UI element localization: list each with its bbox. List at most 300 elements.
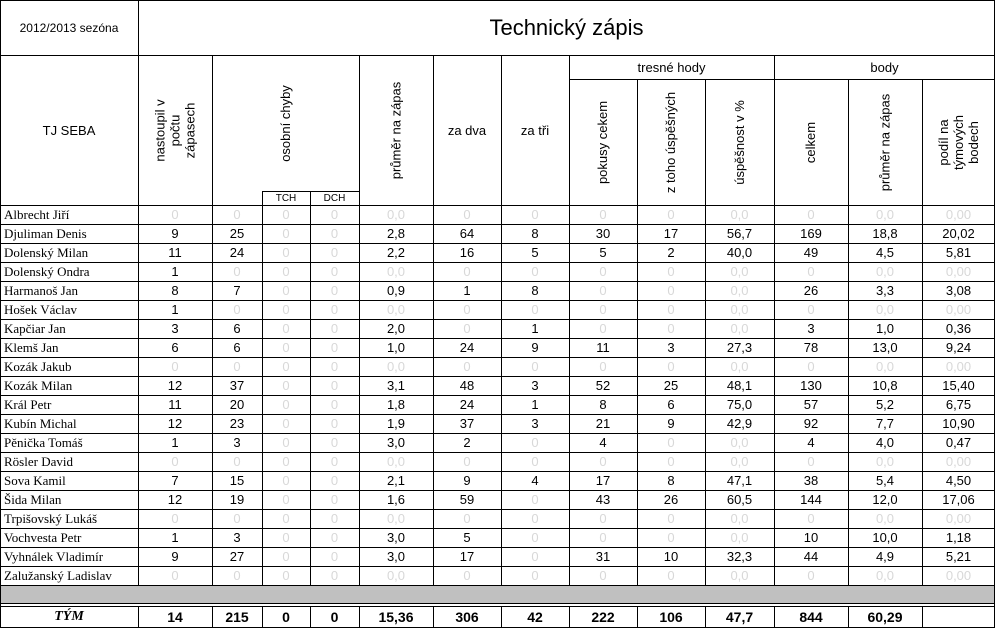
grid-vline xyxy=(310,606,311,628)
stat-cell: 1,9 xyxy=(386,416,406,431)
header-podil: podíl na týmových bodech xyxy=(936,114,981,170)
stat-cell: 0 xyxy=(667,283,675,298)
grid-vline xyxy=(0,0,1,628)
stat-cell: 0,00 xyxy=(945,264,972,279)
grid-vline xyxy=(138,606,139,628)
stat-cell: 32,3 xyxy=(726,549,753,564)
stat-cell: 0 xyxy=(233,207,241,222)
stat-cell: 0 xyxy=(463,302,471,317)
stat-cell: 0 xyxy=(282,473,290,488)
stat-cell: 0 xyxy=(330,416,339,431)
grid-vline xyxy=(774,606,775,628)
stat-cell: 6,75 xyxy=(945,397,972,412)
stat-cell: 2,1 xyxy=(386,473,406,488)
stat-cell: 5,2 xyxy=(875,397,895,412)
stat-cell: 0 xyxy=(599,302,607,317)
stat-cell: 0 xyxy=(807,207,815,222)
stat-cell: 0 xyxy=(282,511,290,526)
stat-cell: 3 xyxy=(233,530,241,545)
stat-cell: 78 xyxy=(803,340,819,355)
stat-cell: 0 xyxy=(599,568,607,583)
stat-cell: 0 xyxy=(171,511,179,526)
grid-hline xyxy=(0,319,995,320)
grid-vline xyxy=(705,79,706,586)
stat-cell: 8 xyxy=(667,473,675,488)
stat-cell: 0 xyxy=(667,302,675,317)
stat-cell: 1 xyxy=(531,321,539,336)
total-cell: 306 xyxy=(455,609,479,625)
total-cell: 0 xyxy=(282,609,290,625)
stat-cell: 0 xyxy=(599,454,607,469)
grid-vline xyxy=(310,191,311,586)
stat-cell: 3,0 xyxy=(386,530,406,545)
stat-cell: 48,1 xyxy=(726,378,753,393)
stat-cell: 0 xyxy=(599,283,607,298)
header-tch: TCH xyxy=(275,192,297,204)
player-name: Klemš Jan xyxy=(4,339,59,355)
grid-vline xyxy=(501,55,502,586)
grid-hline xyxy=(0,281,995,282)
stat-cell: 8 xyxy=(171,283,179,298)
stat-cell: 8 xyxy=(531,283,539,298)
stat-cell: 3,3 xyxy=(875,283,895,298)
stat-cell: 6 xyxy=(171,340,179,355)
stat-cell: 0,0 xyxy=(386,264,406,279)
grid-hline xyxy=(0,224,995,225)
stat-cell: 4,9 xyxy=(875,549,895,564)
stat-cell: 10 xyxy=(803,530,819,545)
player-name: Zalužanský Ladislav xyxy=(4,567,112,583)
stat-cell: 44 xyxy=(803,549,819,564)
stat-cell: 1 xyxy=(463,283,471,298)
stat-cell: 3,08 xyxy=(945,283,972,298)
grid-hline xyxy=(0,433,995,434)
stat-cell: 5,4 xyxy=(875,473,895,488)
stat-cell: 0 xyxy=(330,340,339,355)
stat-cell: 4 xyxy=(531,473,539,488)
grid-vline xyxy=(433,606,434,628)
grid-hline xyxy=(0,490,995,491)
grid-hline xyxy=(0,566,995,567)
stat-cell: 0,0 xyxy=(386,568,406,583)
stat-cell: 9 xyxy=(171,226,179,241)
grid-vline xyxy=(569,606,570,628)
grid-hline xyxy=(0,338,995,339)
stat-cell: 0 xyxy=(282,359,290,374)
stat-cell: 17,06 xyxy=(942,492,975,507)
stat-cell: 0,0 xyxy=(730,302,749,317)
stat-cell: 169 xyxy=(800,226,822,241)
stat-cell: 0,0 xyxy=(730,435,749,450)
grid-hline xyxy=(0,357,995,358)
grid-vline xyxy=(212,55,213,586)
grid-hline xyxy=(0,547,995,548)
grid-hline xyxy=(0,452,995,453)
stat-cell: 0 xyxy=(463,321,471,336)
grid-hline xyxy=(0,55,995,56)
grid-vline xyxy=(138,0,139,586)
grid-hline xyxy=(0,471,995,472)
stat-cell: 0 xyxy=(282,226,290,241)
player-name: Rösler David xyxy=(4,453,73,469)
stat-cell: 0,0 xyxy=(875,511,895,526)
total-cell: 0 xyxy=(330,609,339,625)
stat-cell: 25 xyxy=(663,378,679,393)
stat-cell: 0 xyxy=(330,397,339,412)
stat-cell: 56,7 xyxy=(726,226,753,241)
stat-cell: 13,0 xyxy=(872,340,898,355)
stat-cell: 0 xyxy=(807,454,815,469)
stat-cell: 0 xyxy=(233,511,241,526)
stat-cell: 0,0 xyxy=(875,207,895,222)
grid-hline xyxy=(0,243,995,244)
stat-cell: 0 xyxy=(282,378,290,393)
grid-vline xyxy=(501,606,502,628)
stat-cell: 24 xyxy=(459,340,475,355)
stat-cell: 4 xyxy=(807,435,815,450)
stat-cell: 0,00 xyxy=(945,511,972,526)
stat-cell: 10,0 xyxy=(872,530,898,545)
grid-hline xyxy=(0,603,995,604)
stat-cell: 0,0 xyxy=(730,207,749,222)
stat-cell: 1 xyxy=(171,530,179,545)
stat-cell: 0 xyxy=(599,511,607,526)
header-prumer-body: průměr na zápas xyxy=(877,93,893,191)
stat-cell: 0 xyxy=(282,264,290,279)
player-name: Vochvesta Petr xyxy=(4,529,82,545)
stat-cell: 0 xyxy=(531,568,539,583)
stat-cell: 24 xyxy=(459,397,475,412)
stat-cell: 3 xyxy=(531,416,539,431)
stat-cell: 0 xyxy=(667,511,675,526)
stat-cell: 0,00 xyxy=(945,207,972,222)
stat-cell: 0 xyxy=(330,568,339,583)
stat-cell: 0 xyxy=(330,378,339,393)
stat-cell: 2,8 xyxy=(386,226,406,241)
stat-cell: 30 xyxy=(595,226,611,241)
header-prumer: průměr na zápas xyxy=(388,81,404,179)
stat-cell: 57 xyxy=(803,397,819,412)
total-cell: 42 xyxy=(527,609,543,625)
grid-vline xyxy=(705,606,706,628)
stat-cell: 21 xyxy=(595,416,611,431)
stat-cell: 7,7 xyxy=(875,416,895,431)
stat-cell: 0 xyxy=(330,530,339,545)
stat-cell: 0,00 xyxy=(945,302,972,317)
grid-vline xyxy=(212,606,213,628)
stat-cell: 0,0 xyxy=(730,359,749,374)
stat-cell: 2 xyxy=(463,435,471,450)
stat-cell: 0 xyxy=(282,530,290,545)
stat-cell: 12 xyxy=(167,416,183,431)
stat-cell: 0 xyxy=(599,321,607,336)
stat-cell: 75,0 xyxy=(726,397,753,412)
grid-hline xyxy=(0,205,995,206)
stat-cell: 92 xyxy=(803,416,819,431)
stat-cell: 0 xyxy=(599,264,607,279)
stat-cell: 5,21 xyxy=(945,549,972,564)
stat-cell: 0 xyxy=(667,321,675,336)
stat-cell: 4 xyxy=(599,435,607,450)
stat-cell: 0 xyxy=(282,283,290,298)
grid-hline xyxy=(0,376,995,377)
stat-cell: 0 xyxy=(531,549,539,564)
stat-cell: 0 xyxy=(330,264,339,279)
stat-cell: 0 xyxy=(667,264,675,279)
header-pokusy: pokusy cekem xyxy=(595,100,611,184)
stat-cell: 0 xyxy=(531,435,539,450)
stat-cell: 0 xyxy=(531,511,539,526)
stat-cell: 0 xyxy=(171,207,179,222)
stat-cell: 0 xyxy=(330,435,339,450)
player-name: Dolenský Ondra xyxy=(4,263,90,279)
stat-cell: 27,3 xyxy=(726,340,753,355)
stat-cell: 0 xyxy=(531,492,539,507)
stat-cell: 0,0 xyxy=(730,568,749,583)
header-celkem: celkem xyxy=(803,121,819,163)
grid-vline xyxy=(262,191,263,586)
stat-cell: 0,36 xyxy=(945,321,972,336)
stat-cell: 37 xyxy=(459,416,475,431)
stat-cell: 0,0 xyxy=(730,283,749,298)
stat-cell: 0 xyxy=(282,302,290,317)
grid-vline xyxy=(637,606,638,628)
header-z-toho: z toho úspěšných xyxy=(663,91,679,193)
stat-cell: 1,6 xyxy=(386,492,406,507)
player-name: Sova Kamil xyxy=(4,472,66,488)
total-cell: 47,7 xyxy=(725,609,754,625)
stat-cell: 0 xyxy=(667,568,675,583)
stat-cell: 0 xyxy=(171,568,179,583)
grid-vline xyxy=(848,606,849,628)
total-cell: 60,29 xyxy=(867,609,903,625)
stat-cell: 3 xyxy=(531,378,539,393)
stat-cell: 0 xyxy=(233,454,241,469)
stat-cell: 0 xyxy=(531,454,539,469)
stat-cell: 0 xyxy=(599,207,607,222)
stat-cell: 19 xyxy=(229,492,245,507)
page-title: Technický zápis xyxy=(489,14,644,40)
grid-hline xyxy=(0,528,995,529)
grid-hline xyxy=(0,0,995,1)
stat-cell: 18,8 xyxy=(872,226,898,241)
stat-cell: 12 xyxy=(167,492,183,507)
stat-cell: 16 xyxy=(459,245,475,260)
grid-hline xyxy=(0,414,995,415)
stat-cell: 0,00 xyxy=(945,568,972,583)
stat-cell: 0 xyxy=(463,359,471,374)
header-tresne-hody: tresné hody xyxy=(637,59,706,75)
stat-cell: 49 xyxy=(803,245,819,260)
stat-cell: 0,00 xyxy=(945,359,972,374)
stat-cell: 1 xyxy=(171,302,179,317)
stat-cell: 0 xyxy=(463,264,471,279)
stat-cell: 12 xyxy=(167,378,183,393)
header-za-tri: za tři xyxy=(520,122,550,138)
separator-band xyxy=(0,586,995,603)
stat-cell: 5 xyxy=(531,245,539,260)
stat-cell: 0 xyxy=(282,549,290,564)
stat-cell: 7 xyxy=(233,283,241,298)
stat-cell: 24 xyxy=(229,245,245,260)
stat-cell: 48 xyxy=(459,378,475,393)
stat-cell: 42,9 xyxy=(726,416,753,431)
stat-cell: 1,0 xyxy=(875,321,895,336)
grid-hline xyxy=(0,606,995,607)
player-name: Kapčiar Jan xyxy=(4,320,66,336)
stat-cell: 4,5 xyxy=(875,245,895,260)
stat-cell: 8 xyxy=(531,226,539,241)
grid-hline xyxy=(0,395,995,396)
stat-cell: 3,1 xyxy=(386,378,406,393)
stat-cell: 0 xyxy=(282,321,290,336)
stat-cell: 2,0 xyxy=(386,321,406,336)
stat-cell: 10,8 xyxy=(872,378,898,393)
total-cell: 15,36 xyxy=(378,609,414,625)
stat-cell: 23 xyxy=(229,416,245,431)
stat-cell: 0 xyxy=(233,264,241,279)
stat-cell: 0,0 xyxy=(875,302,895,317)
stat-cell: 0,0 xyxy=(875,359,895,374)
grid-hline xyxy=(569,79,995,80)
stat-cell: 0 xyxy=(330,321,339,336)
stat-cell: 0 xyxy=(463,207,471,222)
stat-cell: 20,02 xyxy=(942,226,975,241)
stat-cell: 7 xyxy=(171,473,179,488)
stat-cell: 0,0 xyxy=(875,454,895,469)
stat-cell: 0,0 xyxy=(730,264,749,279)
player-name: Trpišovský Lukáš xyxy=(4,510,98,526)
stat-cell: 0 xyxy=(282,568,290,583)
player-name: Král Petr xyxy=(4,396,52,412)
stat-cell: 0 xyxy=(233,302,241,317)
stat-cell: 3,0 xyxy=(386,549,406,564)
stat-cell: 0 xyxy=(531,207,539,222)
stat-cell: 59 xyxy=(459,492,475,507)
stat-cell: 130 xyxy=(800,378,822,393)
stat-cell: 0,0 xyxy=(386,511,406,526)
stat-cell: 0 xyxy=(171,454,179,469)
stat-cell: 3 xyxy=(233,435,241,450)
stat-cell: 0 xyxy=(807,264,815,279)
player-name: Šida Milan xyxy=(4,491,62,507)
stat-cell: 15,40 xyxy=(942,378,975,393)
header-body: body xyxy=(870,59,899,75)
stat-cell: 0 xyxy=(531,264,539,279)
stat-cell: 15 xyxy=(229,473,245,488)
total-cell xyxy=(922,606,995,628)
stat-cell: 8 xyxy=(599,397,607,412)
stat-cell: 10 xyxy=(663,549,679,564)
grid-vline xyxy=(922,606,923,628)
stat-cell: 4,50 xyxy=(945,473,972,488)
stat-cell: 0 xyxy=(282,397,290,412)
stat-cell: 0 xyxy=(330,454,339,469)
grid-vline xyxy=(359,606,360,628)
stat-cell: 9 xyxy=(171,549,179,564)
stat-cell: 43 xyxy=(595,492,611,507)
stat-cell: 31 xyxy=(595,549,611,564)
stat-cell: 6 xyxy=(667,397,675,412)
stat-cell: 2 xyxy=(667,245,675,260)
stat-cell: 0,0 xyxy=(386,359,406,374)
stat-cell: 60,5 xyxy=(726,492,753,507)
total-cell: 844 xyxy=(799,609,823,625)
stat-cell: 0,00 xyxy=(945,454,972,469)
totals-label: TÝM xyxy=(54,609,84,624)
stat-cell: 11 xyxy=(596,340,610,355)
grid-vline xyxy=(922,79,923,586)
stat-cell: 0,0 xyxy=(875,264,895,279)
stat-cell: 2,2 xyxy=(386,245,406,260)
grid-vline xyxy=(848,79,849,586)
stat-cell: 0 xyxy=(330,207,339,222)
player-name: Dolenský Milan xyxy=(4,244,89,260)
stat-cell: 4,0 xyxy=(875,435,895,450)
player-name: Hošek Václav xyxy=(4,301,78,317)
header-uspesnost: úspěšnost v % xyxy=(732,99,748,185)
stat-cell: 0 xyxy=(807,568,815,583)
stat-cell: 26 xyxy=(803,283,819,298)
stat-cell: 144 xyxy=(800,492,822,507)
stat-cell: 0 xyxy=(282,435,290,450)
player-name: Kubín Michal xyxy=(4,415,77,431)
stat-cell: 0 xyxy=(531,302,539,317)
stat-cell: 0 xyxy=(531,359,539,374)
team-name: TJ SEBA xyxy=(42,122,96,138)
stat-cell: 0 xyxy=(330,359,339,374)
stat-cell: 0 xyxy=(330,302,339,317)
stat-cell: 17 xyxy=(663,226,679,241)
player-name: Harmanoš Jan xyxy=(4,282,79,298)
grid-hline xyxy=(0,262,995,263)
stat-cell: 5 xyxy=(599,245,607,260)
total-cell: 215 xyxy=(225,609,249,625)
stat-cell: 0 xyxy=(330,549,339,564)
player-name: Albrecht Jiří xyxy=(4,206,70,222)
grid-vline xyxy=(433,55,434,586)
stat-cell: 0 xyxy=(282,245,290,260)
stat-cell: 1 xyxy=(531,397,539,412)
stat-cell: 20 xyxy=(229,397,245,412)
stat-cell: 1 xyxy=(171,264,179,279)
header-osobni-chyby: osobní chyby xyxy=(277,84,293,162)
stat-cell: 5 xyxy=(463,530,471,545)
stat-cell: 6 xyxy=(233,321,241,336)
stat-cell: 0 xyxy=(463,568,471,583)
stat-cell: 0 xyxy=(233,359,241,374)
stat-cell: 0 xyxy=(463,511,471,526)
stat-cell: 11 xyxy=(168,245,182,260)
stat-cell: 1 xyxy=(171,435,179,450)
grid-hline xyxy=(0,300,995,301)
stat-cell: 5,81 xyxy=(945,245,972,260)
stat-cell: 40,0 xyxy=(726,245,753,260)
stat-cell: 0,0 xyxy=(386,454,406,469)
stat-cell: 0 xyxy=(599,530,607,545)
stat-cell: 0,0 xyxy=(386,302,406,317)
stat-cell: 0 xyxy=(531,530,539,545)
grid-vline xyxy=(637,79,638,586)
stat-cell: 1,8 xyxy=(386,397,406,412)
header-za-dva: za dva xyxy=(447,122,487,138)
stat-cell: 52 xyxy=(595,378,611,393)
stat-cell: 47,1 xyxy=(726,473,753,488)
player-name: Vyhnálek Vladimír xyxy=(4,548,104,564)
stat-cell: 0 xyxy=(667,530,675,545)
season-label: 2012/2013 sezóna xyxy=(19,20,119,35)
stat-cell: 10,90 xyxy=(942,416,975,431)
